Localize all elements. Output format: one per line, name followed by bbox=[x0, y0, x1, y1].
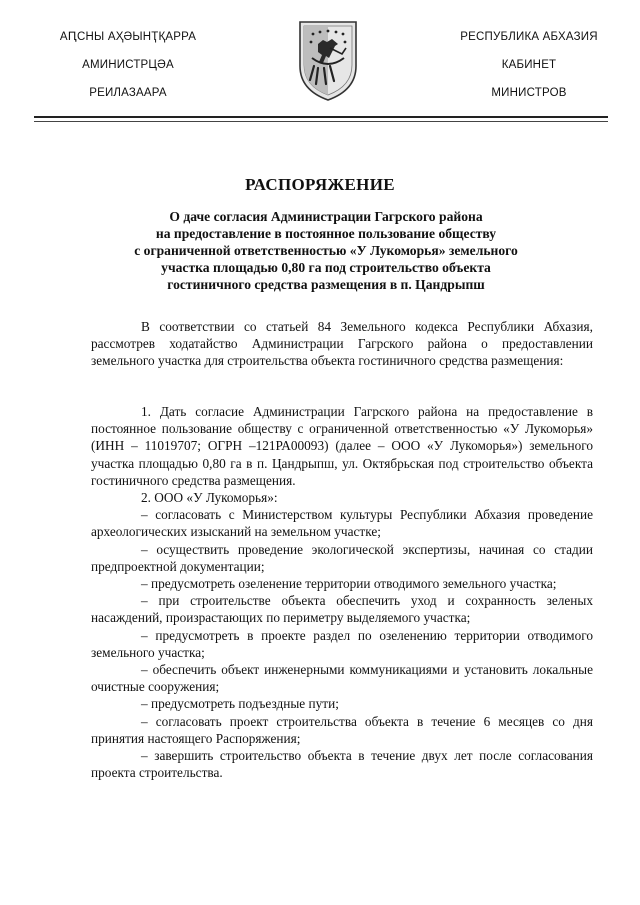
item-2-subitem: – при строительстве объекта обеспечить уход и сохранность зеленых насаждений, произрастающих по периметру выделяемого участка; bbox=[91, 593, 593, 626]
subject-line: на предоставление в постоянное пользование обществу bbox=[155, 225, 497, 241]
document-title: РАСПОРЯЖЕНИЕ bbox=[245, 175, 395, 194]
intro-block bbox=[91, 318, 593, 370]
item-2-heading: 2. ООО «У Лукоморья»: bbox=[141, 490, 278, 506]
item-2-subitem: – предусмотреть в проекте раздел по озеленению территории отводимого земельного участка; bbox=[91, 627, 593, 660]
header-right-line-2: КАБИНЕТ bbox=[501, 59, 557, 71]
header-divider-thin bbox=[34, 121, 608, 122]
header-right bbox=[444, 30, 614, 114]
item-1-paragraph: 1. Дать согласие Администрации Гагрского района на предоставление в постоянное пользование обществу с ограниченной ответственностью «У Лукоморья» (ИНН – 11019707; ОГРН –121РА00093) (далее – ООО «У Лукоморья») земельного участка площадью 0,80 га в п. Цандрыпш, ул. Октябрьская под строительство объекта гостиничного средства размещения. bbox=[91, 404, 593, 488]
items-block bbox=[91, 403, 593, 781]
header-left bbox=[38, 30, 218, 114]
coat-of-arms-icon bbox=[296, 18, 360, 104]
header-right-line-1: РЕСПУБЛИКА АБХАЗИЯ bbox=[460, 31, 598, 43]
subject-line: с ограниченной ответственностью «У Лукоморья» земельного bbox=[134, 242, 518, 258]
item-2-subitem: – предусмотреть озеленение территории отводимого земельного участка; bbox=[141, 576, 557, 592]
item-2-subitem: – завершить строительство объекта в течение двух лет после согласования проекта строительства. bbox=[91, 748, 593, 781]
item-2-subitem: – обеспечить объект инженерными коммуникациями и установить локальные очистные сооружения; bbox=[91, 662, 593, 695]
header-left-line-1: АԤСНЫ АҲӘЫНҬҚАРРА bbox=[59, 31, 197, 43]
intro-paragraph: В соответствии со статьей 84 Земельного кодекса Республики Абхазия, рассмотрев ходатайство Администрации Гагрского района о предоставлении земельного участка для строительства объекта гостиничного средства размещения: bbox=[91, 319, 593, 369]
header-divider-thick bbox=[34, 116, 608, 118]
subject-line: участка площадью 0,80 га под строительство объекта bbox=[161, 259, 491, 275]
item-2-subitem: – предусмотреть подъездные пути; bbox=[141, 696, 339, 712]
subject-line: гостиничного средства размещения в п. Цандрыпш bbox=[167, 276, 485, 292]
header-left-line-2: АМИНИСТРЦӘА bbox=[82, 59, 174, 71]
document-subject bbox=[100, 209, 552, 294]
item-2-subitem: – согласовать проект строительства объекта в течение 6 месяцев со дня принятия настоящего Распоряжения; bbox=[91, 713, 593, 746]
header-left-line-3: РЕИЛАЗААРА bbox=[89, 87, 167, 99]
header-right-line-3: МИНИСТРОВ bbox=[491, 87, 567, 99]
item-2-subitem: – осуществить проведение экологической экспертизы, начиная со стадии предпроектной документации; bbox=[91, 541, 593, 574]
item-2-subitem: – согласовать с Министерством культуры Республики Абхазия проведение археологических изысканий на земельном участке; bbox=[91, 507, 593, 540]
subject-line: О даче согласия Администрации Гагрского района bbox=[169, 209, 483, 224]
